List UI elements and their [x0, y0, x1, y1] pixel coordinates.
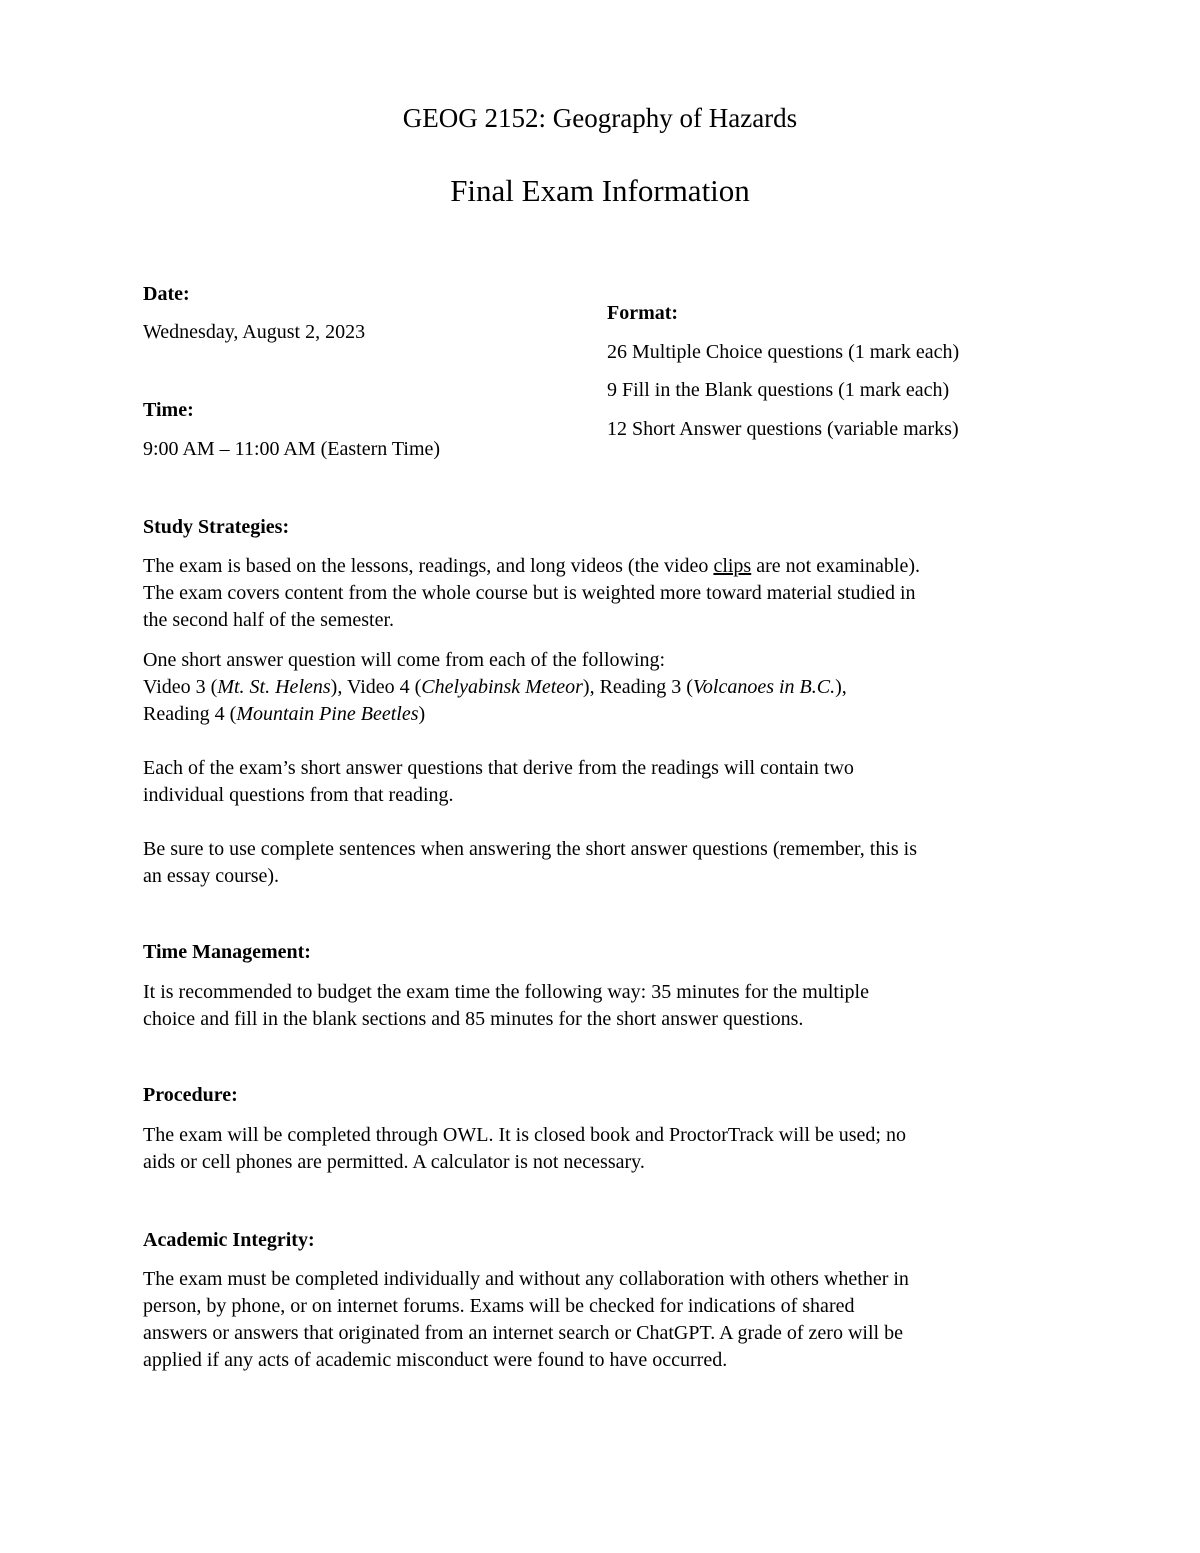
procedure-heading: Procedure: — [143, 1084, 238, 1106]
document-title: Final Exam Information — [450, 173, 750, 208]
format-item: 12 Short Answer questions (variable marks) — [607, 418, 959, 440]
study-strategies-heading: Study Strategies: — [143, 516, 290, 538]
time-management-paragraph: It is recommended to budget the exam time the following way: 35 minutes for the multiple choice and fill in the blank sections and 85 minutes for the short answer questions. — [143, 981, 869, 1030]
study-paragraph-1: The exam is based on the lessons, readings, and long videos (the video clips are not examinable). The exam covers content from the whole course but is weighted more toward material studied in the second half of the semester. — [143, 555, 921, 631]
academic-integrity-heading: Academic Integrity: — [143, 1229, 315, 1251]
clips-underline: clips — [713, 555, 752, 577]
study-paragraph-3: Each of the exam’s short answer questions that derive from the readings will contain two individual questions from that reading. — [143, 757, 854, 806]
study-paragraph-4: Be sure to use complete sentences when answering the short answer questions (remember, this is an essay course). — [143, 838, 917, 887]
date-value: Wednesday, August 2, 2023 — [143, 321, 366, 343]
time-label: Time: — [143, 399, 194, 421]
time-management-heading: Time Management: — [143, 941, 311, 963]
date-label: Date: — [143, 283, 190, 305]
study-paragraph-2: One short answer question will come from each of the following: Video 3 (Mt. St. Helens), Video 4 (Chelyabinsk Meteor), Reading 3 (Volcanoes in B.C.), Reading 4 (Mountain Pine Beetles) — [143, 649, 847, 725]
format-item: 9 Fill in the Blank questions (1 mark each) — [607, 379, 950, 401]
format-label: Format: — [607, 302, 679, 324]
time-value: 9:00 AM – 11:00 AM (Eastern Time) — [143, 438, 441, 460]
procedure-paragraph: The exam will be completed through OWL. It is closed book and ProctorTrack will be used; no aids or cell phones are permitted. A calculator is not necessary. — [143, 1124, 906, 1173]
format-item: 26 Multiple Choice questions (1 mark each) — [607, 341, 960, 363]
academic-integrity-paragraph: The exam must be completed individually and without any collaboration with others whether in person, by phone, or on internet forums. Exams will be checked for indications of shared answers or answers that originated from an internet search or ChatGPT. A grade of zero will be applied if any acts of academic misconduct were found to have occurred. — [143, 1268, 909, 1371]
course-title: GEOG 2152: Geography of Hazards — [402, 103, 798, 133]
